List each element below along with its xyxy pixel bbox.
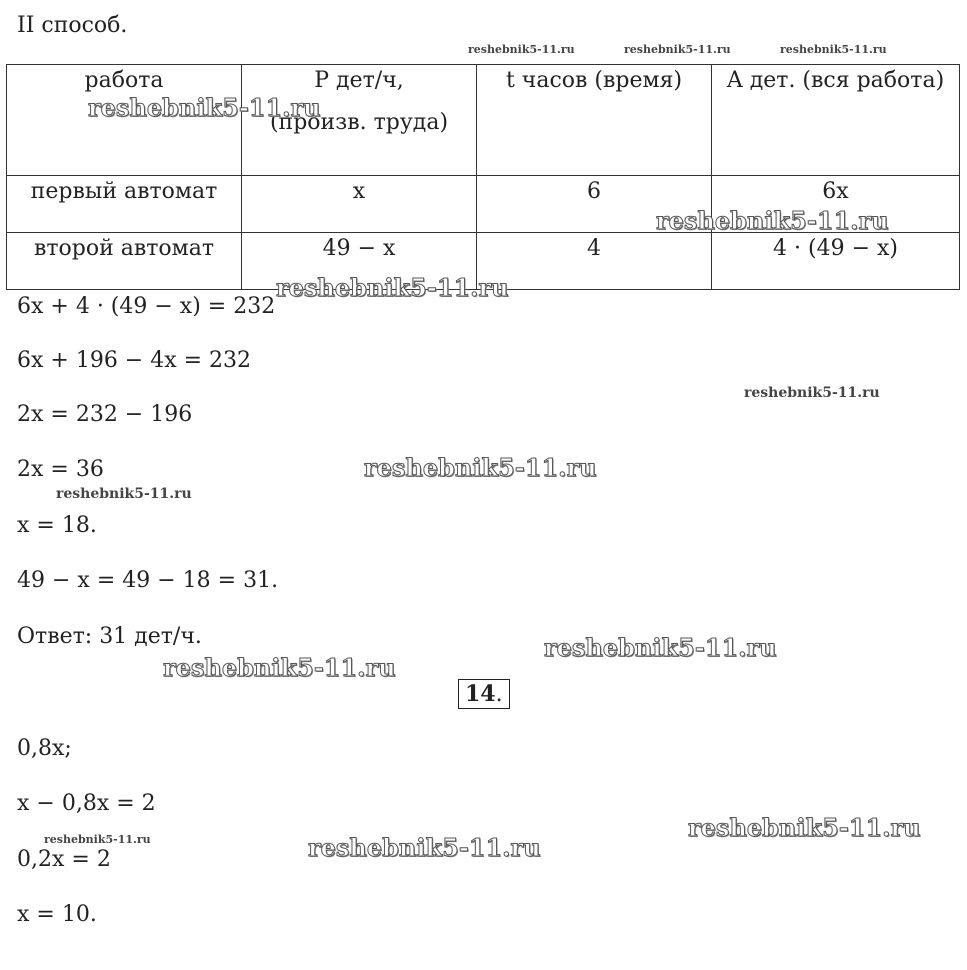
section-heading: II способ. [17,13,128,38]
watermark: reshebnik5-11.ru [163,653,396,682]
table-row [7,233,960,290]
equation-line: x = 10. [17,902,97,927]
watermark: reshebnik5-11.ru [688,813,921,842]
task-number-suffix: . [495,682,503,707]
header-time: t часов (время) [477,65,712,176]
cell-time: 6 [477,176,712,233]
equation-line: 0,2x = 2 [17,847,111,872]
header-productivity-line1: P дет/ч, [314,68,404,93]
equation-line: x − 0,8x = 2 [17,791,156,816]
cell-total-work: 4 · (49 − x) [712,233,960,290]
answer-line: Ответ: 31 дет/ч. [17,624,202,649]
equation-line: 6x + 4 · (49 − x) = 232 [17,294,276,319]
task-number: 14 [465,681,496,707]
equation-line: 49 − x = 49 − 18 = 31. [17,568,279,593]
cell-machine-name: второй автомат [7,233,242,290]
watermark: reshebnik5-11.ru [276,273,509,302]
header-work: работа [7,65,242,176]
cell-time: 4 [477,233,712,290]
watermark: reshebnik5-11.ru [780,43,887,56]
watermark: reshebnik5-11.ru [44,833,151,846]
watermark: reshebnik5-11.ru [624,43,731,56]
cell-productivity: x [242,176,477,233]
watermark: reshebnik5-11.ru [544,633,777,662]
watermark: reshebnik5-11.ru [56,486,192,502]
equation-line: 2x = 36 [17,457,104,482]
header-total-work: A дет. (вся работа) [712,65,960,176]
watermark: reshebnik5-11.ru [308,833,541,862]
watermark: reshebnik5-11.ru [468,43,575,56]
equation-line: 2x = 232 − 196 [17,402,193,427]
watermark: reshebnik5-11.ru [744,385,880,401]
equation-line: 0,8x; [17,736,72,761]
cell-productivity: 49 − x [242,233,477,290]
equation-line: x = 18. [17,513,97,538]
watermark: reshebnik5-11.ru [88,93,321,122]
watermark: reshebnik5-11.ru [364,453,597,482]
cell-machine-name: первый автомат [7,176,242,233]
work-table [6,64,960,290]
table-row [7,176,960,233]
watermark: reshebnik5-11.ru [656,206,889,235]
table-header-row [7,65,960,176]
header-productivity-line2: (произв. труда) [269,110,449,135]
equation-line: 6x + 196 − 4x = 232 [17,348,252,373]
task-number-box [458,679,510,709]
header-productivity [242,65,477,176]
cell-total-work: 6x [712,176,960,233]
